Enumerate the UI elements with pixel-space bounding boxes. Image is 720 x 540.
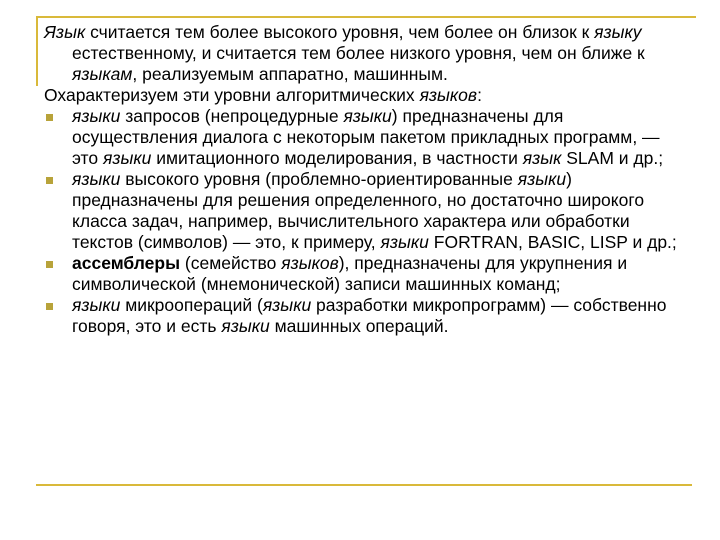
square-bullet-icon	[46, 114, 53, 121]
text-run: естественному, и считается тем более низкого уровня, чем он ближе к	[72, 43, 645, 63]
slide-text	[44, 22, 684, 337]
left-rule	[36, 16, 38, 86]
text-run: ассемблеры	[72, 253, 181, 273]
text-run: языки	[72, 169, 121, 189]
list-item-text	[72, 253, 627, 294]
text-run: ) предназначены для осуществления диалога с некоторым пакетом прикладных программ, — это	[72, 106, 660, 168]
text-run: Охарактеризуем эти уровни алгоритмических	[44, 85, 420, 105]
text-run: :	[477, 85, 482, 105]
list-item-text	[72, 106, 663, 168]
text-run: языков	[419, 85, 478, 105]
text-run: языки	[72, 106, 121, 126]
list-item	[44, 253, 684, 295]
text-run: SLAM и др.;	[561, 148, 664, 168]
text-run: языки	[102, 148, 152, 168]
text-run: (семейство	[180, 253, 282, 273]
text-run: ), предназначены для укрупнения и символической (мнемонической) записи машинных команд;	[72, 253, 628, 294]
bottom-rule	[36, 484, 692, 486]
text-run: языкам	[72, 64, 133, 84]
text-run: языку	[594, 22, 642, 42]
lead-text	[44, 85, 482, 105]
text-run: микроопераций (	[120, 295, 263, 315]
intro-text	[44, 22, 645, 84]
text-run: язык	[522, 148, 562, 168]
square-bullet-icon	[46, 177, 53, 184]
text-run: языки	[380, 232, 429, 252]
text-run: запросов (непроцедурные	[120, 106, 344, 126]
text-run: Язык	[44, 22, 86, 42]
text-run: , реализуемым аппаратно, машинным.	[132, 64, 448, 84]
intro-paragraph	[44, 22, 684, 85]
list-item-text	[72, 295, 667, 336]
lead-paragraph	[44, 85, 684, 106]
bullet-list	[44, 106, 684, 337]
top-rule	[36, 16, 696, 18]
text-run: языки	[517, 169, 567, 189]
list-item	[44, 169, 684, 253]
text-run: машинных операций.	[269, 316, 449, 336]
list-item-text	[72, 169, 677, 252]
text-run: имитационного моделирования, в частности	[151, 148, 523, 168]
text-run: высокого уровня (проблемно-ориентированные	[120, 169, 518, 189]
list-item	[44, 295, 684, 337]
text-run: языки	[221, 316, 270, 336]
text-run: ) предназначены для решения определенного, но достаточно широкого класса задач, например, вычислительного характера или обработки текстов (символов) — это, к примеру,	[72, 169, 645, 252]
text-run: языки	[343, 106, 392, 126]
square-bullet-icon	[46, 303, 53, 310]
text-run: языки	[262, 295, 312, 315]
text-run: языков	[281, 253, 339, 273]
text-run: языки	[72, 295, 121, 315]
text-run: FORTRAN, BASIC, LISP и др.;	[428, 232, 677, 252]
square-bullet-icon	[46, 261, 53, 268]
list-item	[44, 106, 684, 169]
text-run: считается тем более высокого уровня, чем более он близок к	[85, 22, 595, 42]
text-run: разработки микропрограмм) — собственно говоря, это и есть	[72, 295, 667, 336]
